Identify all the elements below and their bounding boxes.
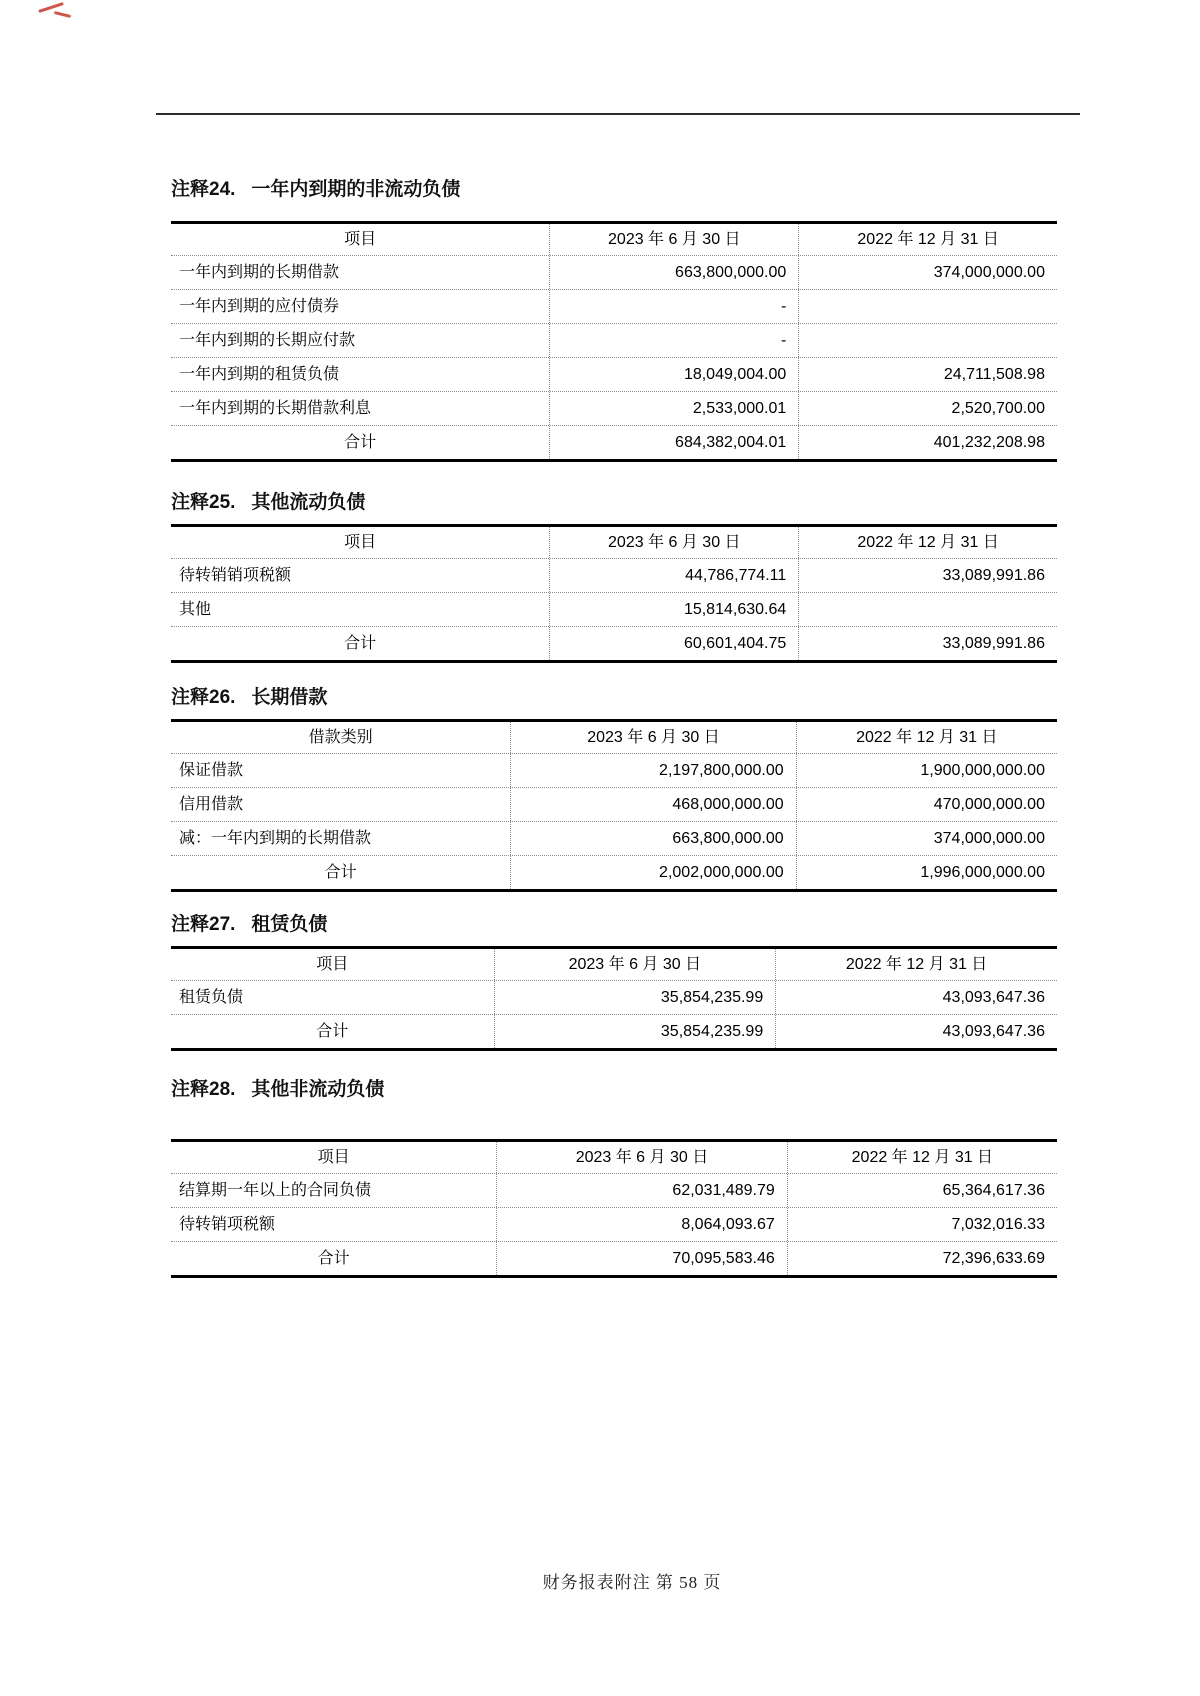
value-2023: 70,095,583.46	[496, 1242, 787, 1275]
row-label: 合计	[316, 1023, 349, 1040]
value-2023: 60,601,404.75	[549, 627, 798, 660]
value-2023: 663,800,000.00	[549, 256, 798, 289]
value-2022	[798, 593, 1057, 626]
red-scribble-artifact	[54, 11, 71, 18]
note-heading	[171, 1077, 1057, 1103]
note-number: 注释28.	[171, 1079, 236, 1100]
note-heading	[171, 177, 1057, 203]
note-section	[171, 177, 1057, 462]
total-row	[171, 1014, 1057, 1048]
table-header-cell: 2023 年 6 月 30 日	[496, 1142, 787, 1173]
note-section	[171, 1077, 1057, 1278]
row-label: 一年内到期的长期应付款	[179, 332, 356, 349]
note-heading	[171, 685, 1057, 711]
value-2023: 2,197,800,000.00	[510, 754, 795, 787]
table-header-cell: 2023 年 6 月 30 日	[494, 949, 776, 980]
table-header-row	[171, 722, 1057, 753]
table-header-cell: 项目	[317, 1149, 350, 1166]
table-header-cell: 2022 年 12 月 31 日	[796, 722, 1057, 753]
value-2022: 43,093,647.36	[775, 981, 1057, 1014]
row-label: 减：一年内到期的长期借款	[179, 830, 372, 847]
value-2022: 1,996,000,000.00	[796, 856, 1057, 889]
notes-content	[171, 115, 1057, 1278]
value-2022: 374,000,000.00	[798, 256, 1057, 289]
value-2023: 663,800,000.00	[510, 822, 795, 855]
table-header-cell: 2022 年 12 月 31 日	[798, 224, 1057, 255]
row-label: 一年内到期的长期借款	[179, 264, 340, 281]
table-header-row	[171, 1142, 1057, 1173]
financial-table	[171, 719, 1057, 892]
table-header-cell: 借款类别	[308, 729, 373, 746]
note-title: 其他非流动负债	[251, 1079, 385, 1100]
table-row	[171, 980, 1057, 1014]
total-row	[171, 626, 1057, 660]
note-section	[171, 912, 1057, 1051]
value-2022: 43,093,647.36	[775, 1015, 1057, 1048]
value-2022	[798, 324, 1057, 357]
table-row	[171, 1207, 1057, 1241]
note-number: 注释25.	[171, 492, 236, 513]
row-label: 待转销销项税额	[179, 567, 292, 584]
financial-table	[171, 1139, 1057, 1278]
table-header-row	[171, 527, 1057, 558]
table-header-cell: 2023 年 6 月 30 日	[510, 722, 795, 753]
value-2022	[798, 290, 1057, 323]
note-title: 其他流动负债	[251, 492, 366, 513]
note-title: 租赁负债	[251, 914, 328, 935]
note-title: 一年内到期的非流动负债	[251, 179, 461, 200]
table-header-cell: 2023 年 6 月 30 日	[549, 224, 798, 255]
table-header-cell: 2022 年 12 月 31 日	[775, 949, 1057, 980]
value-2022: 65,364,617.36	[787, 1174, 1057, 1207]
table-row	[171, 1173, 1057, 1207]
note-number: 注释27.	[171, 914, 236, 935]
table-header-cell: 项目	[344, 231, 377, 248]
table-header-cell: 项目	[344, 534, 377, 551]
financial-table	[171, 524, 1057, 663]
table-header-row	[171, 224, 1057, 255]
value-2022: 2,520,700.00	[798, 392, 1057, 425]
row-label: 一年内到期的长期借款利息	[179, 400, 372, 417]
value-2022: 24,711,508.98	[798, 358, 1057, 391]
row-label: 租赁负债	[179, 989, 244, 1006]
table-row	[171, 357, 1057, 391]
row-label: 其他	[179, 601, 212, 618]
value-2022: 374,000,000.00	[796, 822, 1057, 855]
note-section	[171, 490, 1057, 663]
footer-text: 财务报表附注 第 58 页	[542, 1573, 722, 1592]
row-label: 合计	[324, 864, 357, 881]
value-2023: 18,049,004.00	[549, 358, 798, 391]
table-row	[171, 323, 1057, 357]
row-label: 合计	[317, 1250, 350, 1267]
table-header-cell: 2023 年 6 月 30 日	[549, 527, 798, 558]
note-heading	[171, 912, 1057, 938]
value-2023: 2,002,000,000.00	[510, 856, 795, 889]
value-2023: 35,854,235.99	[494, 981, 776, 1014]
note-heading	[171, 490, 1057, 516]
row-label: 保证借款	[179, 762, 244, 779]
value-2023: 44,786,774.11	[549, 559, 798, 592]
table-header-cell: 2022 年 12 月 31 日	[798, 527, 1057, 558]
note-title: 长期借款	[251, 687, 328, 708]
value-2022: 1,900,000,000.00	[796, 754, 1057, 787]
value-2023: -	[549, 290, 798, 323]
value-2022: 33,089,991.86	[798, 627, 1057, 660]
row-label: 待转销项税额	[179, 1216, 276, 1233]
total-row	[171, 855, 1057, 889]
value-2023: 684,382,004.01	[549, 426, 798, 459]
note-section	[171, 685, 1057, 892]
total-row	[171, 425, 1057, 459]
page-footer	[32, 1568, 1200, 1593]
table-row	[171, 592, 1057, 626]
row-label: 信用借款	[179, 796, 244, 813]
table-header-cell: 项目	[316, 956, 349, 973]
value-2023: 35,854,235.99	[494, 1015, 776, 1048]
note-number: 注释26.	[171, 687, 236, 708]
row-label: 结算期一年以上的合同负债	[179, 1182, 372, 1199]
value-2023: -	[549, 324, 798, 357]
red-scribble-artifact	[38, 2, 64, 13]
value-2022: 33,089,991.86	[798, 559, 1057, 592]
value-2023: 8,064,093.67	[496, 1208, 787, 1241]
value-2022: 470,000,000.00	[796, 788, 1057, 821]
table-row	[171, 391, 1057, 425]
value-2022: 72,396,633.69	[787, 1242, 1057, 1275]
table-header-cell: 2022 年 12 月 31 日	[787, 1142, 1057, 1173]
financial-table	[171, 221, 1057, 462]
table-row	[171, 821, 1057, 855]
value-2023: 15,814,630.64	[549, 593, 798, 626]
value-2022: 401,232,208.98	[798, 426, 1057, 459]
value-2023: 2,533,000.01	[549, 392, 798, 425]
row-label: 合计	[344, 635, 377, 652]
row-label: 一年内到期的租赁负债	[179, 366, 340, 383]
value-2022: 7,032,016.33	[787, 1208, 1057, 1241]
row-label: 一年内到期的应付债券	[179, 298, 340, 315]
table-row	[171, 255, 1057, 289]
value-2023: 62,031,489.79	[496, 1174, 787, 1207]
total-row	[171, 1241, 1057, 1275]
value-2023: 468,000,000.00	[510, 788, 795, 821]
table-row	[171, 558, 1057, 592]
table-row	[171, 753, 1057, 787]
financial-table	[171, 946, 1057, 1051]
table-row	[171, 289, 1057, 323]
note-number: 注释24.	[171, 179, 236, 200]
row-label: 合计	[344, 434, 377, 451]
table-row	[171, 787, 1057, 821]
table-header-row	[171, 949, 1057, 980]
